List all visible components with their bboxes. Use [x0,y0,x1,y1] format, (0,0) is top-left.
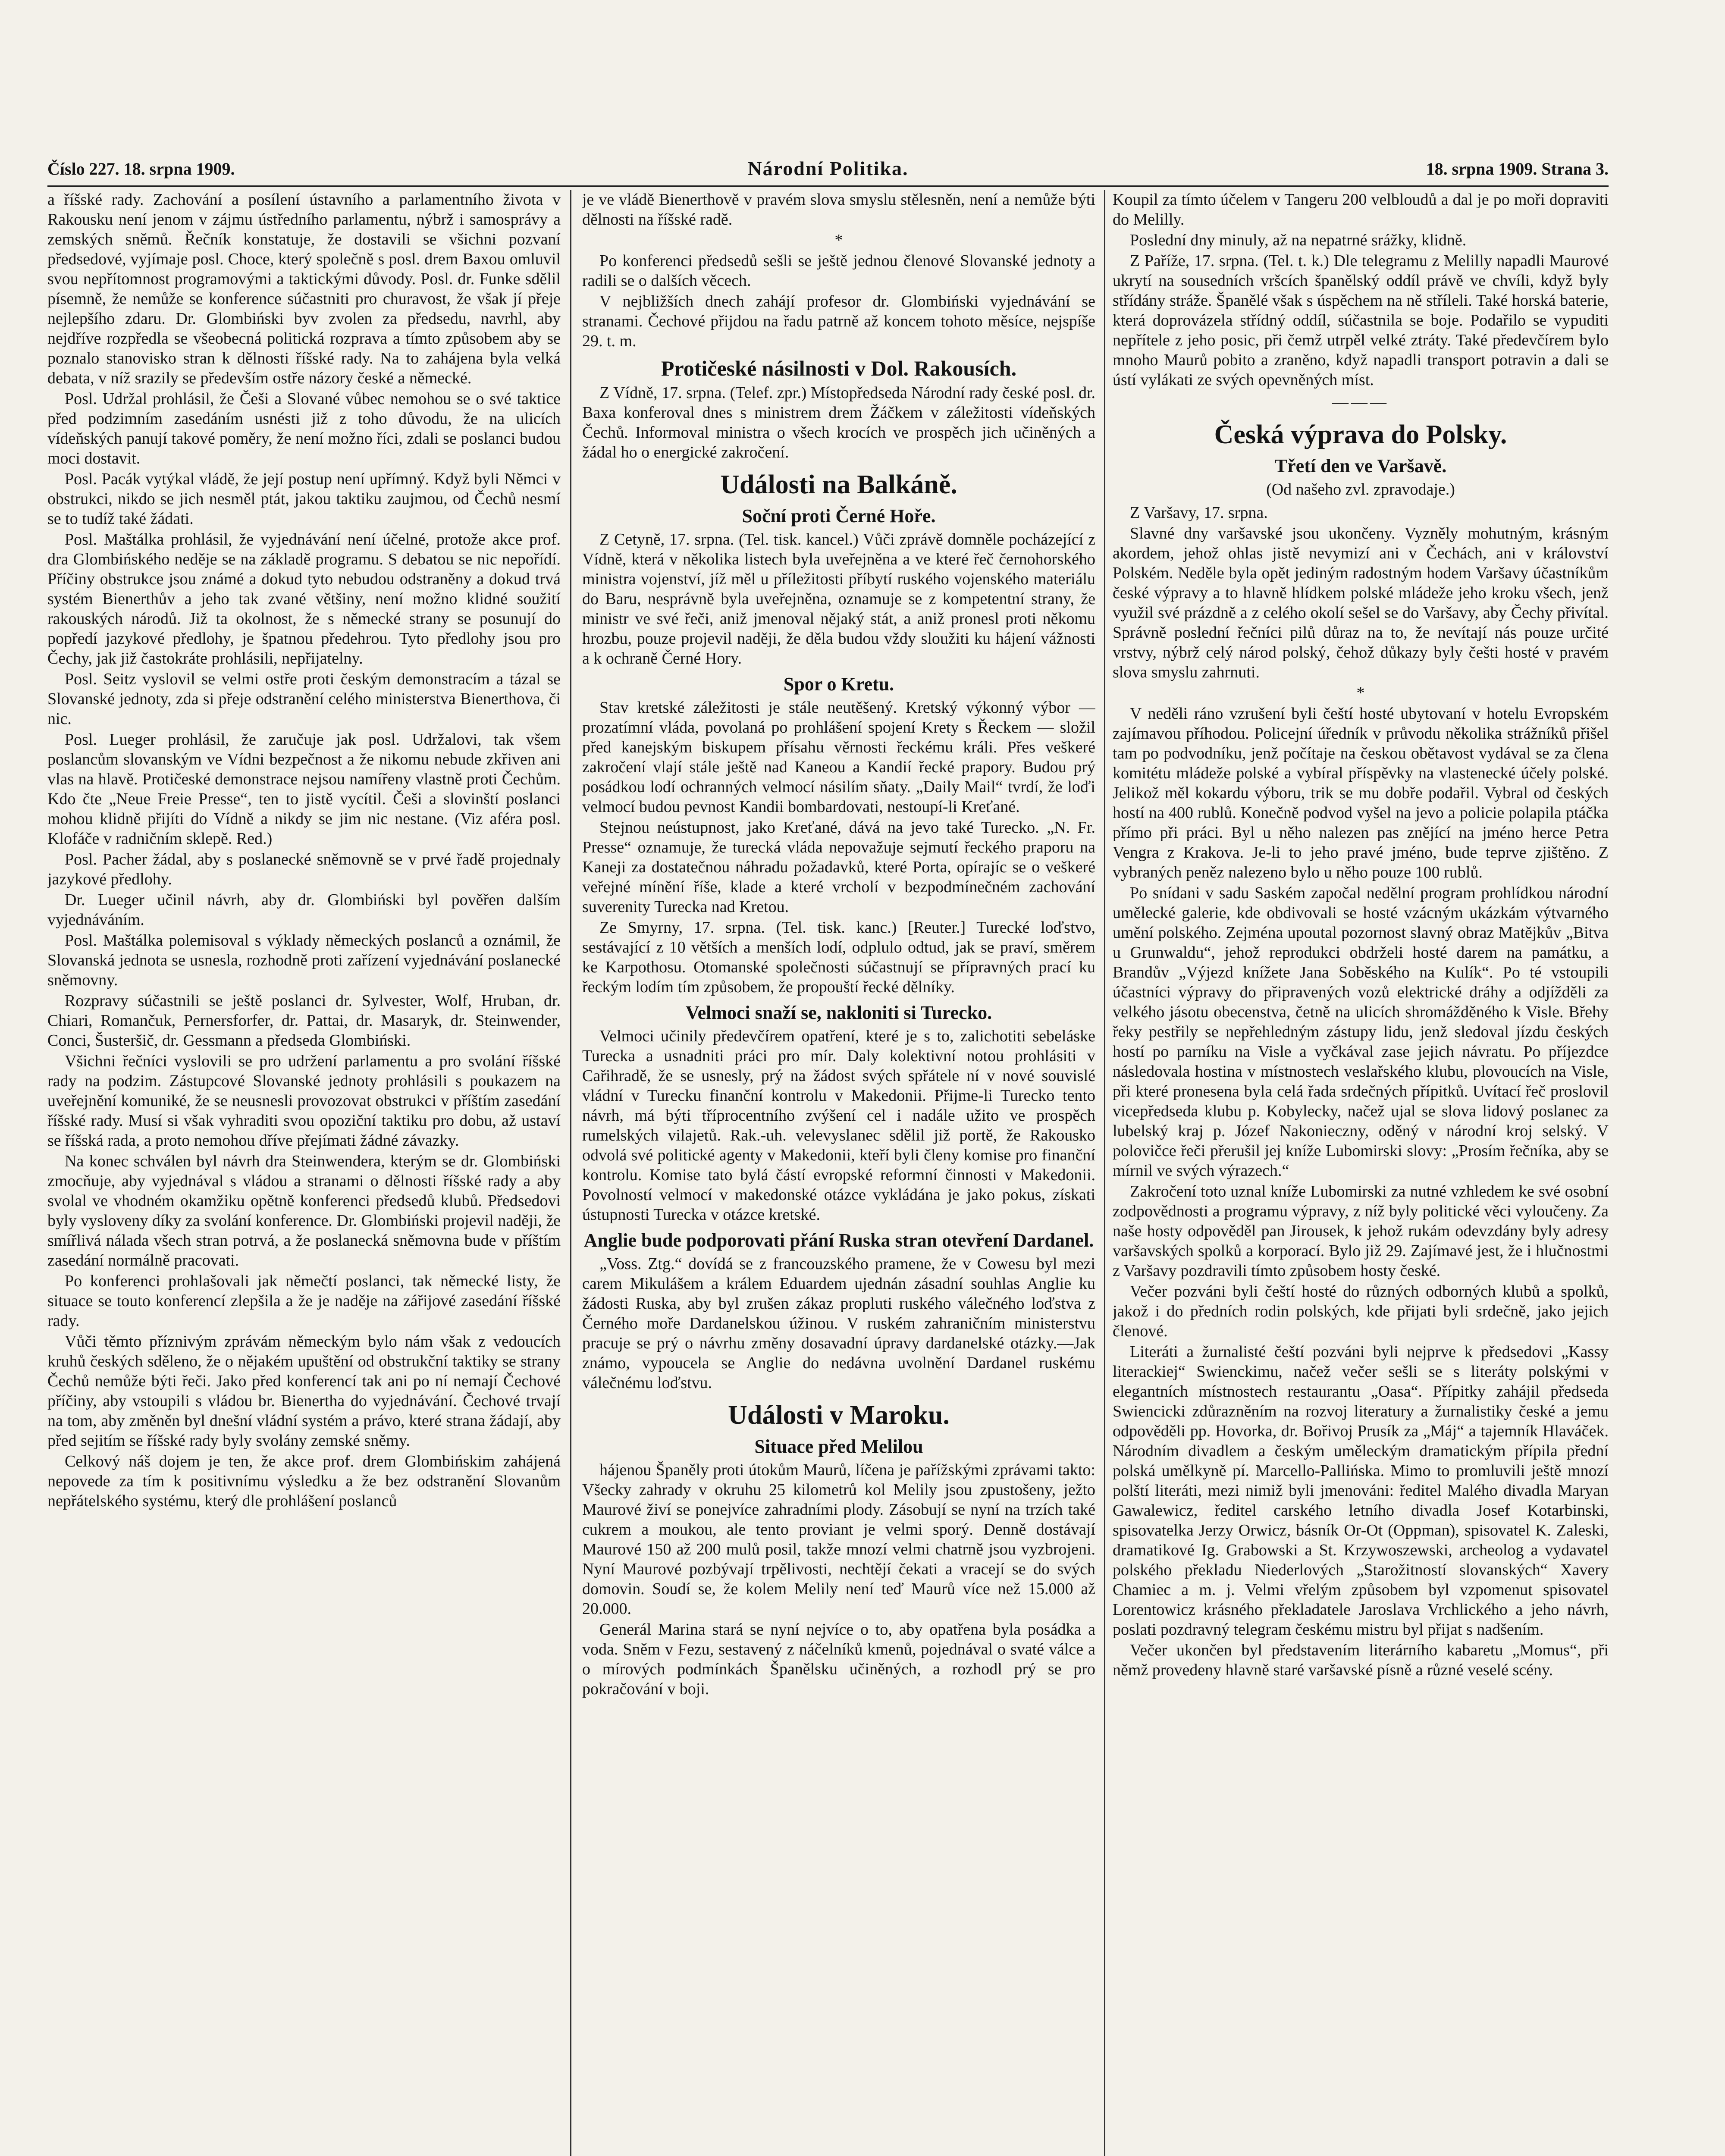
paragraph: Všichni řečníci vyslovili se pro udržení parlamentu a pro svolání říšské rady na podzim. Zástupcové Slovanské jednoty prohlásili s poukazem na uveřejnění komuniké, že se neusnesli provozovat obstrukci v příštím zasedání říšské rady. Musí si však vyhraditi svou opoziční taktiku pro dobu, až ustaví se říšská rada, a proto nemohou dříve přejímati žádné závazky. [47,1052,561,1150]
article-heading: Situace před Melilou [754,1436,923,1457]
paragraph: Ze Smyrny, 17. srpna. (Tel. tisk. kanc.) [Reuter.] Turecké loďstvo, sestávající z 10 větších a menších lodí, odplulo odtud, jak se praví, směrem ke Karpothosu. Otomanské společnosti súčastnují se přípravných prací ku řeckým lodím tím způsobem, že propouští řecké dělníky. [582,918,1095,996]
paragraph: Poslední dny minuly, až na nepatrné srážky, klidně. [1130,231,1467,249]
column-2 [582,190,1095,2156]
section-heading: Události v Maroku. [728,1401,950,1430]
section-heading: Česká výprava do Polsky. [1214,420,1507,449]
paragraph: Dr. Lueger učinil návrh, aby dr. Glombiński byl pověřen dalším vyjednáváním. [47,891,561,929]
paragraph: Posl. Udržal prohlásil, že Češi a Slované vůbec nemohou se o své taktice před podzimním zasedáním usnésti již z toho důvodu, že na ulicích vídeňských panují takové poměry, že není možno říci, zdali se poslanci budou moci dostavit. [47,390,561,467]
paragraph: „Voss. Ztg.“ dovídá se z francouzského pramene, že v Cowesu byl mezi carem Mikulášem a králem Eduardem ujednán zásadní souhlas Anglie ku žádosti Ruska, aby byl zrušen zákaz propluti ruského válečného loďstva z Černého moře Dardanelskou úžinou. V ruském zahraničním ministerstvu pracuje se prý o návrhu změny dosavadní úpravy dardanelské otázky.—Jak známo, vypoucela se Anglie do nedávna uvolnění Dardanel ruskému válečnému loďstvu. [582,1255,1095,1392]
paragraph: Z Paříže, 17. srpna. (Tel. t. k.) Dle telegramu z Melilly napadli Maurové ukrytí na sousedních vršcích španělský oddíl právě ve chvíli, když byly střídány stráže. Španělé však s úspěchem na ně stříleli. Také horská baterie, která doprovázela střídný oddíl, súčastnila se boje. Podařilo se vypuditi nepřítele z jeho posic, při čemž utrpěl velké ztráty. Také předevčírem bylo mnoho Maurů pobito a zraněno, když napadli transport potravin a dali se ústí vylákati ze svých opevněných míst. [1113,252,1609,389]
paragraph: Na konec schválen byl návrh dra Steinwendera, kterým se dr. Glombiński zmocňuje, aby vyjednával s vládou a stranami o dělnosti říšské rady a aby svolal ve vhodném okamžiku opětně konferenci předsedů klubů. Předsedovi byly vysloveny díky za svolání konference. Dr. Glombiński projevil naději, že smířlivá nálada všech stran potrvá, a že poslanecká sněmovna bude v příštím zasedání normálně pracovati. [47,1152,561,1269]
paragraph: Celkový náš dojem je ten, že akce prof. drem Glombińskim zahájená nepovede za tím k positivnímu výsledku a že bez odstranění Slovanům nepřátelského systému, který dle prohlášení poslanců [47,1452,561,1510]
article-heading: Spor o Kretu. [783,674,894,695]
section-heading: Události na Balkáně. [720,470,957,499]
article-heading: Třetí den ve Varšavě. [1274,455,1447,476]
paragraph: Posl. Pacher žádal, aby s poslanecké sněmovně se v prvé řadě projednaly jazykové předlohy. [47,850,561,888]
paragraph: Po snídani v sadu Saském započal nedělní program prohlídkou národní umělecké galerie, kde obdivovali se hosté vzácným ukázkám výtvarného umění polského. Zejména upoutal pozornost slavný obraz Matějkův „Bitva u Grunwaldu“, jehož reprodukci obdrželi hosté darem na památku, a Brandův „Výjezd knížete Jana Soběského na Kulík“. Po té vstoupili účastníci výpravy do připravených vozů elektrické dráhy a odjížděli za velkého jásotu obecenstva, četně na ulicích shromážděného k Visle. Břehy řeky pestřily se nepřehledným zástupy lidu, jenž sledoval jízdu českých hostí po parníku na Visle a vyčkával zase jejich návratu. Po příjezdce následovala hostina v místnostech veslařského klubu, plovoucích na Visle, při které pronesena byla celá řada srdečných přípitků. Uvítací řeč proslovil vicepředseda klubu p. Kobylecky, načež ujal se slova lidový poslanec za lubelský kraj p. Józef Nakonieczny, oděný v národní kroj selský. V polovičce řeči přerušil jej kníže Lubomirski slovy: „Prosím řečníka, aby se mírnil ve svých výrazech.“ [1113,884,1609,1180]
separator: ——— [1332,393,1389,411]
paragraph: Z Cetyně, 17. srpna. (Tel. tisk. kancel.) Vůči zprávě domněle pocházející z Vídně, která v několika listech byla uveřejněna a ve které řeč černohorského ministra vojenství, jíž měl u příležitosti příbytí ruského vojenského materiálu do Baru, nesprávně byla uveřejněna, oznamuje se z kompetentní strany, že ministr ve své řeči, aniž jmenoval nějaký stát, a aniž pronesl proti někomu hrozbu, pouze projevil naději, že děla budou vždy sloužiti ku hájení vážnosti a k ochraně Černé Hory. [582,530,1095,667]
section-star: * [834,231,843,249]
paragraph: Koupil za tímto účelem v Tangeru 200 velbloudů a dal je po moři dopraviti do Melilly. [1113,191,1609,229]
byline: (Od našeho zvl. zpravodaje.) [1266,480,1455,498]
paragraph: Slavné dny varšavské jsou ukončeny. Vyzněly mohutným, krásným akordem, jehož ohlas jistě nevymizí ani v Čechách, ani v království Polském. Neděle byla opět jediným radostným hodem Varšavy účastníkům české výpravy a to hlavně hlídkem polské mládeže jeho kroku všech, jenž využil své prázdně a z celého okolí sešel se do Varšavy, aby Čechy přivítal. Správně poslední řečníci pilů důraz na to, že nevítají nás pouze určité vrstvy, nýbrž celý národ polský, čehož důkazy byly češti hosté v pravém slova smyslu zahrnuti. [1113,524,1609,681]
paragraph: Zakročení toto uznal kníže Lubomirski za nutné vzhledem ke své osobní zodpovědnosti a programu výpravy, z níž byly politické věci vyloučeny. Za naše hosty odpověděl pan Jirousek, k jehož rukám odevzdány byly adresy varšavských spolků a korporací. Bylo již 29. Zajímavé jest, že i hlučnostmi z Varšavy pozdravili tímto způsobem hosty české. [1113,1182,1609,1280]
page-number: 18. srpna 1909. Strana 3. [1426,159,1609,179]
article-heading: Soční proti Černé Hoře. [742,505,936,526]
paragraph: Generál Marina stará se nyní nejvíce o to, aby opatřena byla posádka a voda. Sněm v Fezu, sestavený z náčelníků kmenů, pojednával o svaté válce a o mírových podmínkách Španělsku učiněných, a rozhodl prý se pro pokračování v boji. [582,1620,1095,1698]
paragraph: Velmoci učinily předevčírem opatření, které je s to, zalichotiti sebeláske Turecka a usnadniti práci pro mír. Daly kolektivní notou prohlásiti v Cařihradě, že se usnesly, prý na žádost svých spřátele ní v nové souvislé vládní v Turecku finanční kontrolu v Makedonii. Přijme-li Turecko tento návrh, má býti tříprocentního zvýšení cel i nadále užito ve prospěch rumelských vilajetů. Rak.-uh. velevyslanec sdělil již portě, že Rakousko odvolá své politické agenty v Makedonii, kteří byli členy komise pro finanční kontrolu. Komise tato bylá částí evropské reformní činnosti v Makedonii. Povolností velmocí v makedonské otázce vykládána je jako pokus, získati ústupnosti Turecka v otázce kretské. [582,1027,1095,1224]
column-divider [1104,190,1105,2156]
paragraph: Vůči těmto příznivým zprávám německým bylo nám však z vedoucích kruhů českých sděleno, že o nějakém upuštění od obstrukční taktiky se strany Čechů nemůže býti řeči. Jako před konferencí tak ani po ní nemají Čechové příčiny, aby vstoupili s vládou br. Bienertha do vyjednávání. Čechové trvají na tom, aby změněn byl dnešní vládní systém a právo, které strana žádají, aby před sejitím se říšské rady byly svolány zemské sněmy. [47,1332,561,1450]
paragraph: Večer pozváni byli čeští hosté do různých odborných klubů a spolků, jakož i do předních rodin polských, kde přijati byli srdečně, jako jejich členové. [1113,1282,1609,1340]
dateline: Z Varšavy, 17. srpna. [1130,504,1268,522]
paragraph: Stav kretské záležitosti je stále neutěšený. Kretský výkonný výbor — prozatímní vláda, povolaná po prohlášení spojení Krety s Řeckem — složil před kanejským biskupem přísahu věrnosti řeckému králi. Přes veškeré zakročení vlají stále ještě nad Kaneou a Kandií řecké prapory. Budou prý posádkou lodí ochranných velmocí násilím sňaty. „Daily Mail“ tvrdí, že loďi velmocí budou pevnost Kandii bombardovati, nestoupí-li Kreťané. [582,699,1095,816]
paragraph: Literáti a žurnalisté čeští pozváni byli nejprve k předsedovi „Kassy literackiej“ Swienckimu, načež večer sešli se s literáty polskými v elegantních místnostech restaurantu „Oasa“. Přípitky zahájil předseda Swiencicki zdůrazněním na rozvoj literatury a žurnalistiky české a jemu odpověděli pp. Hovorka, dr. Bořivoj Prusík za „Máj“ a tajemník Hlaváček. Národním divadlem a českým uměleckým dramatickým přípila přední polská umělkyně pí. Marcello-Pallińska. Mimo to promluvili ještě mnozí polští literáti, mezi nimiž byli jmenováni: ředitel Malého divadla Maryan Gawalewicz, ředitel carského letního divadla Josef Kotarbinski, spisovatelka Jerzy Orwicz, básník Or-Ot (Oppman), spisovatel K. Zaleski, dramatikové Ig. Grabowski a St. Krzywoszewski, archeolog a vydavatel polského překladu Niederlových „Starožitností slovanských“ Xavery Chamiec a m. j. Velmi vřelým způsobem byl vzpomenut spisovatel Lorentowicz krásného překladatele Jaroslava Vrchlického a jeho návrh, poslati pozdravný telegram českému mistru byl přijat s nadšením. [1113,1343,1609,1639]
section-star: * [1356,684,1365,702]
paragraph: hájenou Španěly proti útokům Maurů, líčena je pařížskými zprávami takto: Všecky zahrady v okruhu 25 kilometrů kol Melily jsou zpustošeny, ježto Maurové živí se ponejvíce zahradními plody. Zásobují se nyní na trzích také cukrem a moukou, ale tento proviant je velmi sporý. Denně dostávají Maurové 150 až 200 mulů posil, takže mnozí velmi chatrně jsou vyzbrojeni. Nyní Maurové pozbývají trpělivosti, nechtějí čekati a vracejí se do svých domovin. Soudí se, že kolem Melily není teď Maurů více než 15.000 až 20.000. [582,1461,1095,1618]
paragraph: Posl. Seitz vyslovil se velmi ostře proti českým demonstracím a tázal se Slovanské jednoty, zda si přeje odstranění celého ministerstva Bienerthova, či nic. [47,670,561,728]
masthead-title: Národní Politika. [747,157,909,179]
paragraph: Rozpravy súčastnili se ještě poslanci dr. Sylvester, Wolf, Hruban, dr. Chiari, Romančuk, Pernersforfer, dr. Pattai, dr. Masaryk, dr. Steinwender, Conci, Šusteršič, dr. Gessmann a předseda Glombiński. [47,992,561,1050]
paragraph: je ve vládě Bienerthově v pravém slova smyslu stělesněn, není a nemůže býti dělnosti na říšské radě. [582,191,1095,229]
paragraph: Stejnou neústupnost, jako Kreťané, dává na jevo také Turecko. „N. Fr. Presse“ oznamuje, že turecká vláda nepovažuje sejmutí řeckého praporu na Kaneji za dostatečnou náhradu požadavků, které Porta, opírajíc se o veškeré veřejné mínění říše, klade a které vrcholí v bezpodmínečném zachování suverenity Turecka nad Kretou. [582,818,1095,916]
paragraph: V neděli ráno vzrušení byli čeští hosté ubytovaní v hotelu Evropském zajímavou příhodou. Policejní úředník v průvodu několika strážníků přišel tam po podvodníku, jenž počítaje na českou obětavost vydával se za člena komitétu mládeže polské a vybíral příspěvky na vlastenecké účely polské. Jelikož měl kokardu výboru, trik se mu dobře podařil. Vybral od českých hostí na 400 rublů. Konečně podvod vyšel na jevo a policie polapila ptáčka přímo při práci. Byl u něho nalezen pas znějící na jméno herce Petra Vengra z Krakova. Je-li to jeho pravé jméno, bude teprve zjištěno. Z vybraných peněz nalezeno bylo u něho pouze 100 rublů. [1113,705,1609,881]
paragraph: a říšské rady. Zachování a posílení ústavního a parlamentního života v Rakousku není jenom v zájmu ústředního parlamentu, nýbrž i samosprávy a zemských sněmů. Řečník konstatuje, že dostavili se všichni pozvaní předsedové, vyjímaje posl. Choce, který společně s posl. drem Baxou omluvil svou nepřítomnost programovými a taktickými důvody. Posl. dr. Funke sdělil písemně, že nemůže se konference súčastniti pro churavost, že však jí přeje nejlepšího zdaru. Dr. Glombiński byv zvolen za předsedu, navrhl, aby nejdříve rozpředla se všeobecná politická rozprava a tímto způsobem aby se poznalo stanovisko stran k dělnosti říšské rady. Na to zahájena byla velká debata, v níž srazily se především ostře názory české a německé. [47,191,561,387]
paragraph: Po konferenci prohlašovali jak němečtí poslanci, tak německé listy, že situace se touto konferencí zlepšila a že je naděje na zářijové zasedání říšské rady. [47,1272,561,1330]
paragraph: Posl. Lueger prohlásil, že zaručuje jak posl. Udržalovi, tak všem poslancům slovanským ve Vídni bezpečnost a že nikomu nebude zkřiven ani vlas na hlavě. Protičeské demonstrace nejsou namířeny vlastně proti Čechům. Kdo čte „Neue Freie Presse“, ten to jistě vycítil. Češi a slovinští poslanci mohou klidně přijíti do Vídně a nikdy se jim nic nestane. (Viz aféra posl. Klofáče v radničním sklepě. Red.) [47,730,561,848]
article-heading: Protičeské násilnosti v Dol. Rakousích. [661,356,1017,380]
column-1 [47,190,561,2156]
column-divider [570,190,571,2156]
column-3 [1113,190,1609,2156]
paragraph: Posl. Pacák vytýkal vládě, že její postup není upřímný. Když byli Němci v obstrukci, nikdo se jich nesměl ptát, jakou taktiku zaujmou, od Čechů nesmí se to tudíž také žádati. [47,470,561,528]
header-rule [47,185,1609,187]
paragraph: Posl. Maštálka prohlásil, že vyjednávání není účelné, protože akce prof. dra Glombińského neděje se na základě programu. S debatou se nic nepořídí. Příčiny obstrukce jsou známé a dokud tyto nebudou odstraněny a dokud trvá systém Bienerthův a jeho tak zvané většiny, není možno klidné soužití rakouských národů. Již ta okolnost, že s německé strany se posunují do popředí jazykové předlohy, je špatnou předehrou. Tyto předlohy jsou pro Čechy, jak již častokráte prohlásili, nepřijatelny. [47,530,561,667]
paragraph: Posl. Maštálka polemisoval s výklady německých poslanců a oznámil, že Slovanská jednota se usnesla, rozhodně proti zařízení vyjednávání poslanecké sněmovny. [47,931,561,989]
paragraph: Večer ukončen byl představením literárního kabaretu „Momus“, při němž provedeny hlavně staré varšavské písně a různé veselé scény. [1113,1641,1609,1679]
paragraph: Z Vídně, 17. srpna. (Telef. zpr.) Místopředseda Národní rady české posl. dr. Baxa konferoval dnes s ministrem drem Žáčkem v záležitosti vídeňských Čechů. Informoval ministra o všech krocích ve prospěch jich učiněných a žádal ho o energické zakročení. [582,384,1095,461]
paragraph: Po konferenci předsedů sešli se ještě jednou členové Slovanské jednoty a radili se o dalších věcech. [582,252,1095,290]
paragraph: V nejbližších dnech zahájí profesor dr. Glombiński vyjednávání se stranami. Čechové přijdou na řadu patrně až koncem tohoto měsíce, nejspíše 29. t. m. [582,292,1095,350]
issue-number: Číslo 227. 18. srpna 1909. [47,159,235,179]
article-heading: Velmoci snaží se, nakloniti si Turecko. [685,1002,992,1023]
article-heading: Anglie bude podporovati přání Ruska stran otevření Dardanel. [583,1230,1094,1251]
page-header [47,159,1609,185]
